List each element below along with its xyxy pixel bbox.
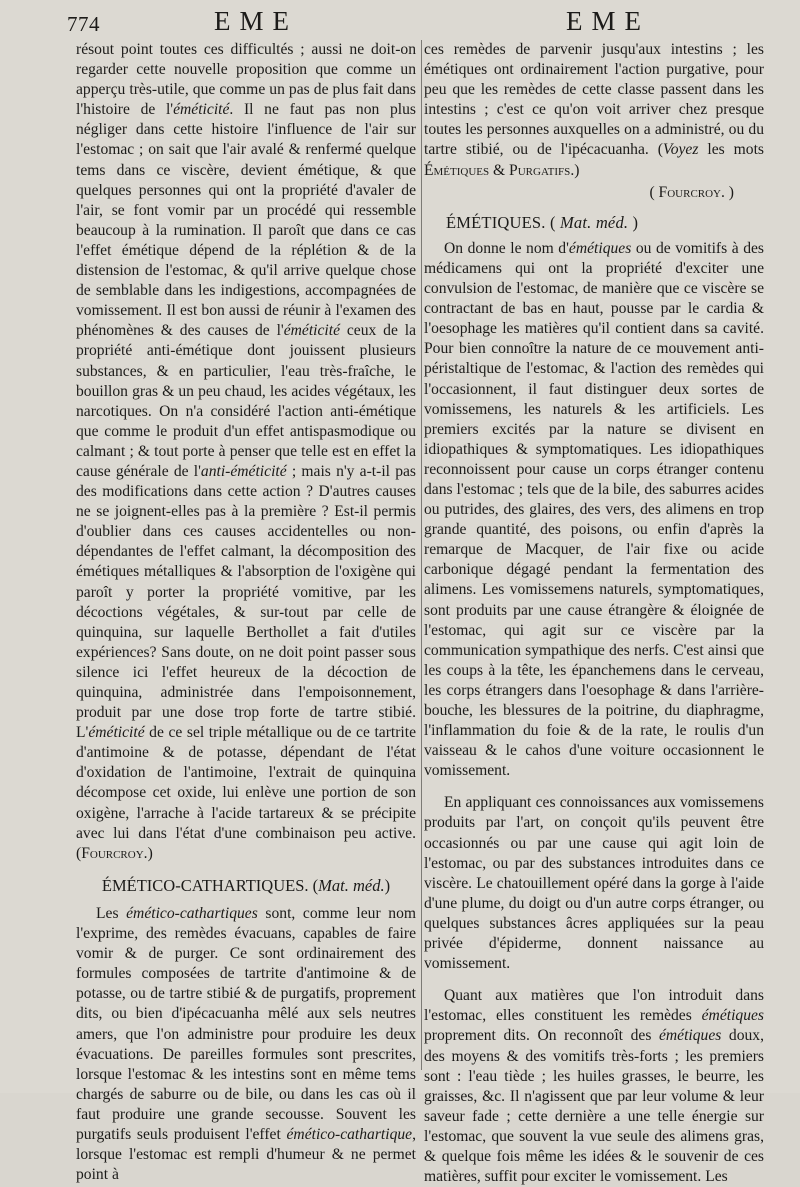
paragraph-matieres-introduites: Quant aux matières que l'on introduit dans l'estomac, elles constituent les remèdes émétiques proprement dits. On reconnoît des émétiques doux, des moyens & des vomitifs très-forts ; les premiers sont : l'eau tiède ; les huiles grasses, le beurre, les graisses, &c. Il n'agissent que par leur volume & leur saveur fade ; cette dernière a une telle énergie sur l'estomac, que souvent la vue seule des alimens gras, & quelque fois même les idées & le souvenir de ces matières, suffit pour exciter le vomissement. Les	[424, 987, 764, 1186]
paragraph-emetico-cathartiques-continued: ces remèdes de parvenir jusqu'aux intestins ; les émétiques ont ordinairement l'action purgative, pour peu que les remèdes de cette classe passent dans les intestins ; c'est ce qu'on voit arriver chez presque toutes les personnes auxquelles on a administré, ou du tartre stibié, ou de l'ipécacuanha. (Voyez les mots Émétiques & Purgatifs.)	[424, 41, 764, 179]
entry-heading-emetiques: ÉMÉTIQUES. ( Mat. méd. )	[446, 212, 639, 232]
paragraph-emetiques-definition: On donne le nom d'émétiques ou de vomitifs à des médicamens qui ont la propriété d'exciter une convulsion de l'estomac, de manière que ce viscère se contractant de bas en haut, pousse par le cardia & l'oesophage les matières qu'il contient dans sa cavité. Pour bien connoître la nature de ce mouvement anti-péristaltique de l'estomac, & l'action des remèdes qui l'occasionnent, il faut distinguer deux sortes de vomissemens, les naturels & les artificiels. Les premiers excités par la nature se divisent en idiopathiques & symptomatiques. Les idiopathiques reconnoissent pour cause un corps étranger contenu dans l'estomac ; tels que de la bile, des saburres acides ou putrides, des glaires, des vers, des alimens en trop grande quantité, des poisons, ou enfin d'après la remarque de Macquer, de l'air fixe ou acide carbonique dégagé pendant la fermentation des alimens. Les vomissemens naturels, symptomatiques, sont produits par une cause étrangère & éloignée de l'estomac, qui agit sur ce viscère par la communication sympathique des nerfs. C'est ainsi que les coups à la tête, les épanchemens dans le cerveau, les corps étrangers dans l'oesophage & dans l'arrière-bouche, les blessures de la poitrine, du diaphragme, l'inflammation du foie & de la rate, le roulis d'un vaisseau & le cahos d'une voiture occasionnent le vomissement.	[424, 239, 764, 780]
paragraph-vomissemens-artificiels: En appliquant ces connoissances aux vomissemens produits par l'art, on conçoit qu'ils peuvent être occasionnés ou par une cause qui agit loin de l'estomac, ou par des substances introduites dans ce viscère. Le chatouillement opéré dans la gorge à l'aide d'une plume, du doigt ou d'un autre corps étranger, ou quelques substances âcres appliquées sur la peau privée d'épiderme, donnent naissance au vomissement.	[424, 794, 764, 973]
left-column	[76, 40, 416, 1185]
paragraph-emeticite-continued: résout point toutes ces difficultés ; aussi ne doit-on regarder cette nouvelle proposition que comme un apperçu très-utile, que comme un pas de plus fait dans l'histoire de l'éméticité. Il ne faut pas non plus négliger dans cette histoire l'influence de l'air sur l'estomac ; on sait que l'air avalé & renfermé quelque tems dans ce viscère, devient émétique, & que quelques personnes qui ont la propriété d'avaler de l'air, se font vomir par un procédé qui ressemble beaucoup à la rumination. Il paroît que dans ce cas l'effet émétique dépend de la réplétion & de la distension de l'estomac, & qu'il arrive quelque chose de semblable dans les indigestions, accompagnées de vomissement. Il est bon aussi de réunir à l'examen des phénomènes & des causes de l'éméticité ceux de la propriété anti-émétique dont jouissent plusieurs substances, & en particulier, l'eau très-fraîche, le bouillon gras & un peu chaud, les acides végétaux, les narcotiques. On n'a considéré l'action anti-émétique que comme le produit d'un effet antispasmodique ou calmant ; & tout porte à penser que telle est en effet la cause générale de l'anti-éméticité ; mais n'y a-t-il pas des modifications dans cette action ? D'autres causes ne se joignent-elles pas à la première ? Est-il permis d'oublier dans ces causes accidentelles ou non-dépendantes de l'effet calmant, la décomposition des émétiques métalliques & l'absorption de l'oxigène qui paroît y porter la propriété vomitive, par les décoctions végétales, & sur-tout par celle de quinquina, sur laquelle Berthollet a fait d'utiles expériences? Sans doute, on ne doit point passer sous silence ici l'effet heureux de la décoction de quinquina, administrée dans l'empoisonnement, produit par une dose trop forte de tartre stibié. L'éméticité de ce sel triple métallique ou de ce tartrite d'antimoine & de potasse, dépendant de l'état d'oxidation de l'antimoine, l'extrait de quinquina décompose cet oxide, lui enlève une portion de son oxigène, l'arrache à l'acide tartareux & se précipite avec lui dans l'état d'une combinaison peu active. (Fourcroy.)	[76, 41, 416, 862]
paragraph-emetico-cathartiques: Les émético-cathartiques sont, comme leur nom l'exprime, des remèdes évacuans, capables de faire vomir & de purger. Ce sont ordinairement des formules composées de tartrite d'antimoine & de potasse, ou de tartre stibié & de purgatifs, proprement dits, ou bien d'ipécacuanha mêlé aux sels neutres amers, que l'on administre pour produire les deux évacuations. De pareilles formules sont prescrites, lorsque l'estomac & les intestins sont en même tems chargés de saburre ou de bile, ou dans les cas où il faut produire une grande secousse. Souvent les purgatifs seuls produisent l'effet émético-cathartique, lorsque l'estomac est rempli d'humeur & ne permet point à	[76, 904, 416, 1184]
running-head-left: EME	[214, 6, 298, 36]
right-column	[424, 40, 764, 1187]
page-number: 774	[67, 12, 100, 36]
cross-reference: Émétiques & Purgatifs	[424, 161, 571, 179]
author-signature: Fourcroy.	[81, 844, 148, 862]
author-signature: ( Fourcroy. )	[649, 183, 734, 201]
entry-heading-emetico-cathartiques: ÉMÉTICO-CATHARTIQUES. (Mat. méd.)	[101, 875, 391, 895]
column-divider	[421, 40, 422, 1070]
running-head-right: EME	[566, 6, 650, 36]
